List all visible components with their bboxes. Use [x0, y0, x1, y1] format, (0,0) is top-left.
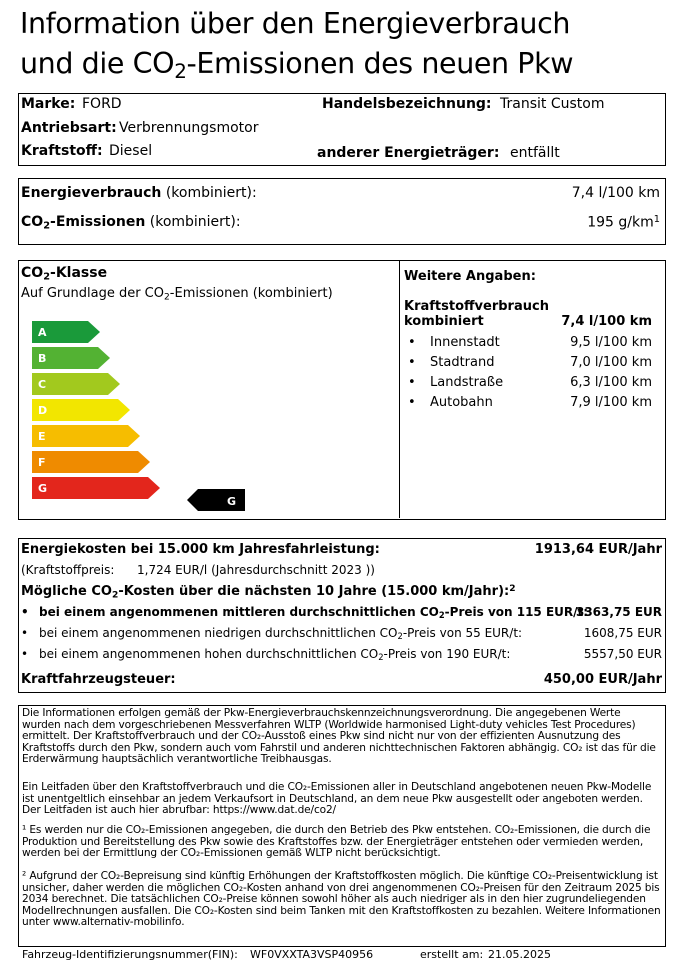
note-footnote-2: ² Aufgrund der CO₂-Bepreisung sind künftig Erhöhungen der Kraftstoffkosten möglich. Die künftige CO₂-Preisentwicklung ist unsicher, daher werden die möglichen CO₂-Kosten anhand von drei angenommenen CO₂-Preisen für den Zeitraum 2025 bis 2034 berechnet. Die tatsächlichen CO₂-Preise können sowohl höher als auch niedriger als in den hier zugrundeliegenden Modellrechnungen ausfallen. Die CO₂-Kosten sind beim Tanken mit den Kraftstoffkosten zu bezahlen. Weitere Informationen unter www.alternativ-mobilinfo.: [22, 870, 661, 928]
co2-cost-bullet: •: [21, 647, 29, 661]
co2-class-subtitle-pre: Auf Grundlage der CO: [21, 286, 164, 301]
co2-cost-bullet: •: [21, 605, 29, 619]
title-co2-sub: 2: [174, 58, 187, 83]
brand-value: FORD: [82, 96, 122, 112]
vehicle-tax-value: 450,00 EUR/Jahr: [543, 672, 662, 687]
co2-class-title: [21, 265, 107, 282]
fuel-consumption-item-label: Autobahn: [430, 395, 493, 410]
co2-cost-scenario-sub: 2: [438, 610, 445, 621]
fuel-consumption-bullet: •: [408, 375, 416, 390]
title-line-1: Information über den Energieverbrauch: [20, 7, 570, 40]
co2-emissions-label: [21, 214, 241, 231]
co2-emissions-footnote-ref: 1: [653, 214, 660, 225]
costs-box: [18, 538, 666, 693]
co2-cost-scenario-label: [21, 626, 522, 641]
fuel-price-value: 1,724 EUR/l (Jahresdurchschnitt 2023 )): [137, 563, 375, 577]
co2-class-sub: 2: [43, 271, 51, 283]
co2-class-arrow-c: [32, 373, 120, 395]
co2-costs-sub: 2: [111, 590, 119, 601]
co2-class-arrow-label-e: E: [38, 430, 46, 443]
title-line-2: [20, 44, 573, 91]
fuel-consumption-item-value: 9,5 l/100 km: [570, 335, 652, 350]
further-info-title: Weitere Angaben:: [404, 269, 536, 284]
co2-cost-scenario-pre: bei einem angenommenen niedrigen durchschnittlichen CO: [39, 626, 398, 640]
co2-class-box: [18, 260, 666, 520]
fuel-consumption-title: Kraftstoffverbrauch: [404, 299, 549, 314]
co2-emissions-title: [21, 214, 145, 230]
co2-emissions-number: 195 g/km: [587, 214, 654, 231]
co2-class-arrow-label-d: D: [38, 404, 48, 417]
co2-class-co: CO: [21, 265, 44, 281]
fuel-price-label: (Kraftstoffpreis:: [21, 563, 115, 577]
co2-cost-bullet: •: [21, 626, 29, 640]
created-value: 21.05.2025: [488, 948, 551, 961]
brand-label: Marke:: [21, 96, 76, 112]
co2-costs-footnote-ref: 2: [509, 584, 516, 594]
drive-type-label: Antriebsart:: [21, 120, 117, 136]
fuel-consumption-item-label: Stadtrand: [430, 355, 495, 370]
fuel-consumption-item-value: 7,9 l/100 km: [570, 395, 652, 410]
co2-class-arrow-f: [32, 451, 150, 473]
fuel-consumption-bullet: •: [408, 355, 416, 370]
energy-consumption-title: Energieverbrauch: [21, 185, 162, 201]
fuel-consumption-item-label: Landstraße: [430, 375, 504, 390]
co2-class-rest: -Klasse: [50, 265, 108, 281]
energy-consumption-label: [21, 185, 257, 201]
fuel-consumption-item-value: 7,0 l/100 km: [570, 355, 652, 370]
note-paragraph-2: Ein Leitfaden über den Kraftstoffverbrauch und die CO₂-Emissionen aller in Deutschland angebotenen neuen Pkw-Modelle ist unentgeltlich einsehbar an jedem Verkaufsort in Deutschland, an dem neue Pkw ausgestellt oder angeboten werden. Der Leitfaden ist auch hier abrufbar: https://www.dat.de/co2/: [22, 781, 652, 816]
current-class-indicator: [187, 489, 245, 511]
co2-cost-scenario-pre: bei einem angenommenen mittleren durchschnittlichen CO: [39, 605, 439, 619]
co2-emissions-value: [587, 214, 660, 230]
co2-class-arrow-a: [32, 321, 100, 343]
co2-class-panel: [19, 261, 400, 518]
co2-cost-scenario-sub: 2: [397, 631, 403, 642]
co2-cost-scenario-value: 3363,75 EUR: [575, 605, 662, 619]
co2-cost-scenario-label: [21, 647, 510, 662]
co2-cost-scenario-sub: 2: [378, 652, 384, 663]
energy-consumption-qualifier: (kombiniert):: [161, 185, 257, 201]
vehicle-tax-label: Kraftfahrzeugsteuer:: [21, 672, 176, 687]
co2-costs-post: -Kosten über die nächsten 10 Jahre (15.000 km/Jahr):: [118, 584, 510, 600]
energy-costs-label: Energiekosten bei 15.000 km Jahresfahrleistung:: [21, 542, 380, 557]
co2-class-arrow-label-a: A: [38, 326, 47, 339]
co2-class-arrow-label-f: F: [38, 456, 46, 469]
page-title: [20, 4, 573, 91]
fuel-consumption-combined-value: 7,4 l/100 km: [561, 314, 652, 329]
co2-class-arrow-shape-g: [32, 477, 160, 499]
co2-cost-scenario-value: 5557,50 EUR: [583, 647, 662, 661]
fuel-consumption-item-label: Innenstadt: [430, 335, 500, 350]
further-info-panel: [402, 261, 664, 518]
co2-class-arrow-b: [32, 347, 110, 369]
co2-class-arrow-d: [32, 399, 130, 421]
other-energy-label: anderer Energieträger:: [317, 145, 500, 161]
trade-name-label: Handelsbezeichnung:: [322, 96, 492, 112]
energy-consumption-value: 7,4 l/100 km: [571, 185, 660, 201]
current-class-marker: [187, 489, 245, 511]
co2-costs-title: [21, 584, 516, 600]
co2-class-subtitle-post: -Emissionen (kombiniert): [169, 286, 333, 301]
co2-class-arrow-e: [32, 425, 140, 447]
co2-cost-scenario-post: -Preis von 115 EUR/t:: [444, 605, 589, 619]
fuel-value: Diesel: [109, 143, 153, 159]
fuel-consumption-item-value: 6,3 l/100 km: [570, 375, 652, 390]
co2-emissions-sub: 2: [43, 220, 51, 232]
note-footnote-1: ¹ Es werden nur die CO₂-Emissionen angegeben, die durch den Betrieb des Pkw entstehen. CO₂-Emissionen, die durch die Produktion und Bereitstellung des Pkw sowie des Kraftstoffes bzw. der Energieträger entstehen oder vermieden werden, werden bei der Ermittlung der CO₂-Emissionen gemäß WLTP nicht berücksichtigt.: [22, 824, 651, 859]
fuel-consumption-bullet: •: [408, 395, 416, 410]
co2-emissions-co: CO: [21, 214, 44, 230]
title-co: und die CO: [20, 47, 175, 80]
vin-label: Fahrzeug-Identifizierungsnummer(FIN):: [22, 948, 238, 961]
vin-value: WF0VXXTA3VSP40956: [250, 948, 374, 961]
co2-cost-scenario-post: -Preis von 190 EUR/t:: [383, 647, 511, 661]
trade-name-value: Transit Custom: [500, 96, 605, 112]
co2-cost-scenario-post: -Preis von 55 EUR/t:: [402, 626, 523, 640]
co2-class-arrow-label-c: C: [38, 378, 47, 391]
title-line-2-rest: -Emissionen des neuen Pkw: [186, 47, 574, 80]
consumption-box: [18, 178, 666, 245]
co2-class-arrow-label-b: B: [38, 352, 47, 365]
co2-class-subtitle: [21, 286, 333, 302]
fuel-consumption-bullet: •: [408, 335, 416, 350]
co2-cost-scenario-label: [21, 605, 588, 620]
co2-class-arrow-shape-e: [32, 425, 140, 447]
co2-cost-scenario-value: 1608,75 EUR: [583, 626, 662, 640]
created-label: erstellt am:: [420, 948, 484, 961]
vehicle-info-box: [18, 93, 666, 166]
energy-costs-value: 1913,64 EUR/Jahr: [534, 542, 662, 557]
other-energy-value: entfällt: [510, 145, 560, 161]
co2-class-arrow-g: [32, 477, 160, 499]
co2-costs-pre: Mögliche CO: [21, 584, 112, 600]
note-paragraph-1: Die Informationen erfolgen gemäß der Pkw-Energieverbrauchskennzeichnungsverordnung. Die angegebenen Werte wurden nach dem vorgeschriebenen Messverfahren WLTP (Worldwide harmonised Light-duty vehicles Test Procedures) ermittelt. Der Kraftstoffverbrauch und der CO₂-Ausstoß eines Pkw sind nicht nur von der effizienten Ausnutzung des Kraftstoffs durch den Pkw, sondern auch vom Fahrstil und anderen nichttechnischen Faktoren abhängig. CO₂ ist das für die Erderwärmung hauptsächlich verantwortliche Treibhausgas.: [22, 707, 656, 765]
co2-cost-scenario-pre: bei einem angenommenen hohen durchschnittlichen CO: [39, 647, 379, 661]
drive-type-value: Verbrennungsmotor: [119, 120, 259, 136]
co2-class-subtitle-sub: 2: [164, 292, 170, 303]
co2-class-arrow-shape-f: [32, 451, 150, 473]
fuel-consumption-combined: kombiniert: [404, 314, 484, 329]
co2-emissions-qualifier: (kombiniert):: [145, 214, 241, 230]
fuel-label: Kraftstoff:: [21, 143, 103, 159]
co2-emissions-rest: -Emissionen: [50, 214, 146, 230]
co2-class-arrow-label-g: G: [38, 482, 48, 495]
current-class-label: G: [227, 495, 237, 508]
